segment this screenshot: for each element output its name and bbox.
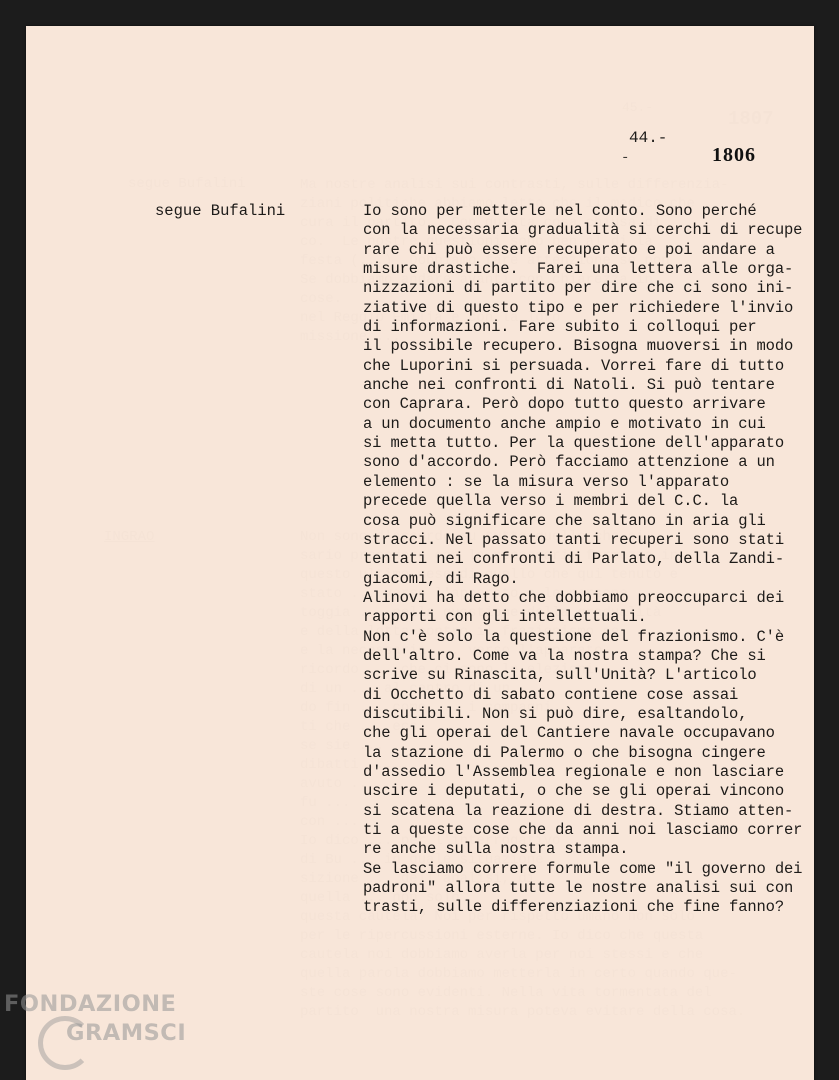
text-line: Io sono per metterle nel conto. Sono perché	[363, 202, 757, 220]
sequence-number: 1806	[712, 144, 756, 166]
text-line: che Luporini si persuada. Vorrei fare di tutto	[363, 356, 784, 375]
page-number-mark: -	[621, 150, 630, 166]
text-line: con Caprara. Però dopo tutto questo arrivare	[363, 395, 766, 414]
page-number: 44.-	[629, 129, 668, 147]
text-line: Alinovi ha detto che dobbiamo preoccuparci dei	[363, 588, 784, 607]
text-line: nizzazioni di partito per dire che ci sono ini-	[363, 279, 794, 298]
text-line: il possibile recupero. Bisogna muoversi in modo	[363, 337, 794, 356]
speaker-label: segue Bufalini	[155, 202, 286, 220]
text-line: la stazione di Palermo o che bisogna cingere	[363, 743, 766, 762]
text-line: di Occhetto di sabato contiene cose assai	[363, 685, 739, 704]
text-line: tentati nei confronti di Parlato, della Zandi-	[363, 550, 784, 569]
text-line: che gli operai del Cantiere navale occupavano	[363, 724, 775, 743]
text-line: si metta tutto. Per la questione dell'apparato	[363, 434, 784, 453]
watermark-line-2: GRAMSCI	[66, 1020, 187, 1046]
watermark-line-1: FONDAZIONE	[4, 991, 177, 1017]
text-line: sono d'accordo. Però facciamo attenzione a un	[363, 453, 775, 472]
text-line: trasti, sulle differenziazioni che fine fanno?	[363, 898, 784, 917]
text-line: con la necessaria gradualità si cerchi di recupe	[363, 221, 803, 240]
text-line: Se lasciamo correre formule come "il governo dei	[363, 859, 803, 878]
text-line: a un documento anche ampio e motivato in cui	[363, 414, 766, 433]
text-line: cosa può significare che saltano in aria gli	[363, 511, 766, 530]
text-line: padroni" allora tutte le nostre analisi sui con	[363, 879, 794, 898]
text-line: dell'altro. Come va la nostra stampa? Che si	[363, 646, 766, 665]
text-line: stracci. Nel passato tanti recuperi sono stati	[363, 530, 784, 549]
text-line: uscire i deputati, o che se gli operai vincono	[363, 782, 784, 801]
speech-text	[363, 202, 823, 918]
text-line: si scatena la reazione di destra. Stiamo atten-	[363, 801, 794, 820]
text-line: anche nei confronti di Natoli. Si può tentare	[363, 376, 775, 395]
text-line: ziative di questo tipo e per richiedere l'invio	[363, 298, 794, 317]
text-line: re anche sulla nostra stampa.	[363, 840, 629, 859]
text-line: rapporti con gli intellettuali.	[363, 608, 647, 627]
text-line: rare chi può essere recuperato e poi andare a	[363, 240, 775, 259]
text-line: di informazioni. Fare subito i colloqui per	[363, 318, 757, 337]
text-line: ti a queste cose che da anni noi lasciamo correr	[363, 821, 803, 839]
text-line: precede quella verso i membri del C.C. la	[363, 492, 739, 511]
text-line: giacomi, di Rago.	[363, 569, 519, 588]
text-line: scrive su Rinascita, sull'Unità? L'articolo	[363, 666, 757, 685]
text-line: misure drastiche. Farei una lettera alle orga-	[363, 260, 794, 279]
watermark	[4, 990, 186, 1048]
text-line: discutibili. Non si può dire, esaltandolo,	[363, 704, 748, 723]
text-line: elemento : se la misura verso l'apparato	[363, 472, 730, 491]
text-line: Non c'è solo la questione del frazionismo. C'è	[363, 627, 784, 646]
text-line: d'assedio l'Assemblea regionale e non lasciare	[363, 762, 784, 781]
